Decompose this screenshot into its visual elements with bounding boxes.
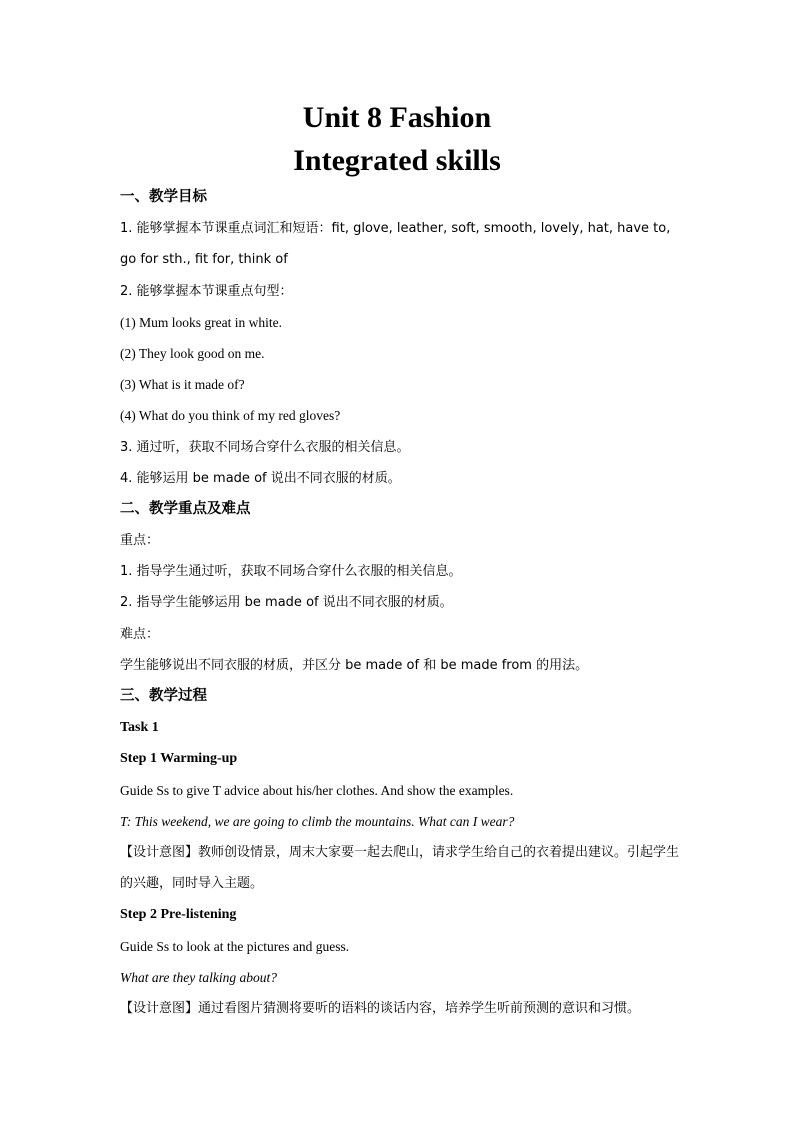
section-heading-objectives: 一、教学目标 xyxy=(120,189,207,205)
document-body xyxy=(120,182,680,1024)
key-point-1: 1. 指导学生通过听，获取不同场合穿什么衣服的相关信息。 xyxy=(120,564,462,580)
objective-item-2: 2. 能够掌握本节课重点句型： xyxy=(120,283,293,299)
section-heading-key-points: 二、教学重点及难点 xyxy=(120,500,251,517)
sentence-4: (4) What do you think of my red gloves? xyxy=(120,408,341,424)
step-1-design-intent: 【设计意图】教师创设情景，周末大家要一起去爬山，请求学生给自己的衣着提出建议。引起学生的兴趣，同时导入主题。 xyxy=(120,844,680,892)
step-2-title: Step 2 Pre-listening xyxy=(120,907,237,923)
step-1-text: Guide Ss to give T advice about his/her clothes. And show the examples. xyxy=(120,782,514,798)
step-1-title: Step 1 Warming-up xyxy=(120,751,238,767)
difficulty-label: 难点： xyxy=(120,626,160,642)
step-2-question: What are they talking about? xyxy=(120,969,277,985)
section-heading-process: 三、教学过程 xyxy=(120,688,207,705)
sentence-2: (2) They look good on me. xyxy=(120,345,265,361)
sentence-3: (3) What is it made of? xyxy=(120,377,245,393)
key-points-label: 重点： xyxy=(120,533,160,549)
title-line-1: Unit 8 Fashion xyxy=(302,101,492,134)
title-line-2: Integrated skills xyxy=(293,144,501,177)
step-1-example: T: This weekend, we are going to climb the mountains. What can I wear? xyxy=(120,813,515,829)
objective-item-1: 1. 能够掌握本节课重点词汇和短语：fit, glove, leather, soft, smooth, lovely, hat, have to, go for sth., fit for, think of xyxy=(120,221,671,268)
objective-item-3: 3. 通过听，获取不同场合穿什么衣服的相关信息。 xyxy=(120,439,410,455)
difficulty-1: 学生能够说出不同衣服的材质，并区分 be made of 和 be made from 的用法。 xyxy=(120,657,589,673)
task-1-title: Task 1 xyxy=(120,720,159,736)
key-point-2: 2. 指导学生能够运用 be made of 说出不同衣服的材质。 xyxy=(120,595,453,611)
sentence-1: (1) Mum looks great in white. xyxy=(120,314,282,330)
objective-item-4: 4. 能够运用 be made of 说出不同衣服的材质。 xyxy=(120,470,401,486)
step-2-design-intent: 【设计意图】通过看图片猜测将要听的语料的谈话内容，培养学生听前预测的意识和习惯。 xyxy=(120,1000,641,1016)
step-2-text: Guide Ss to look at the pictures and guess. xyxy=(120,938,350,954)
